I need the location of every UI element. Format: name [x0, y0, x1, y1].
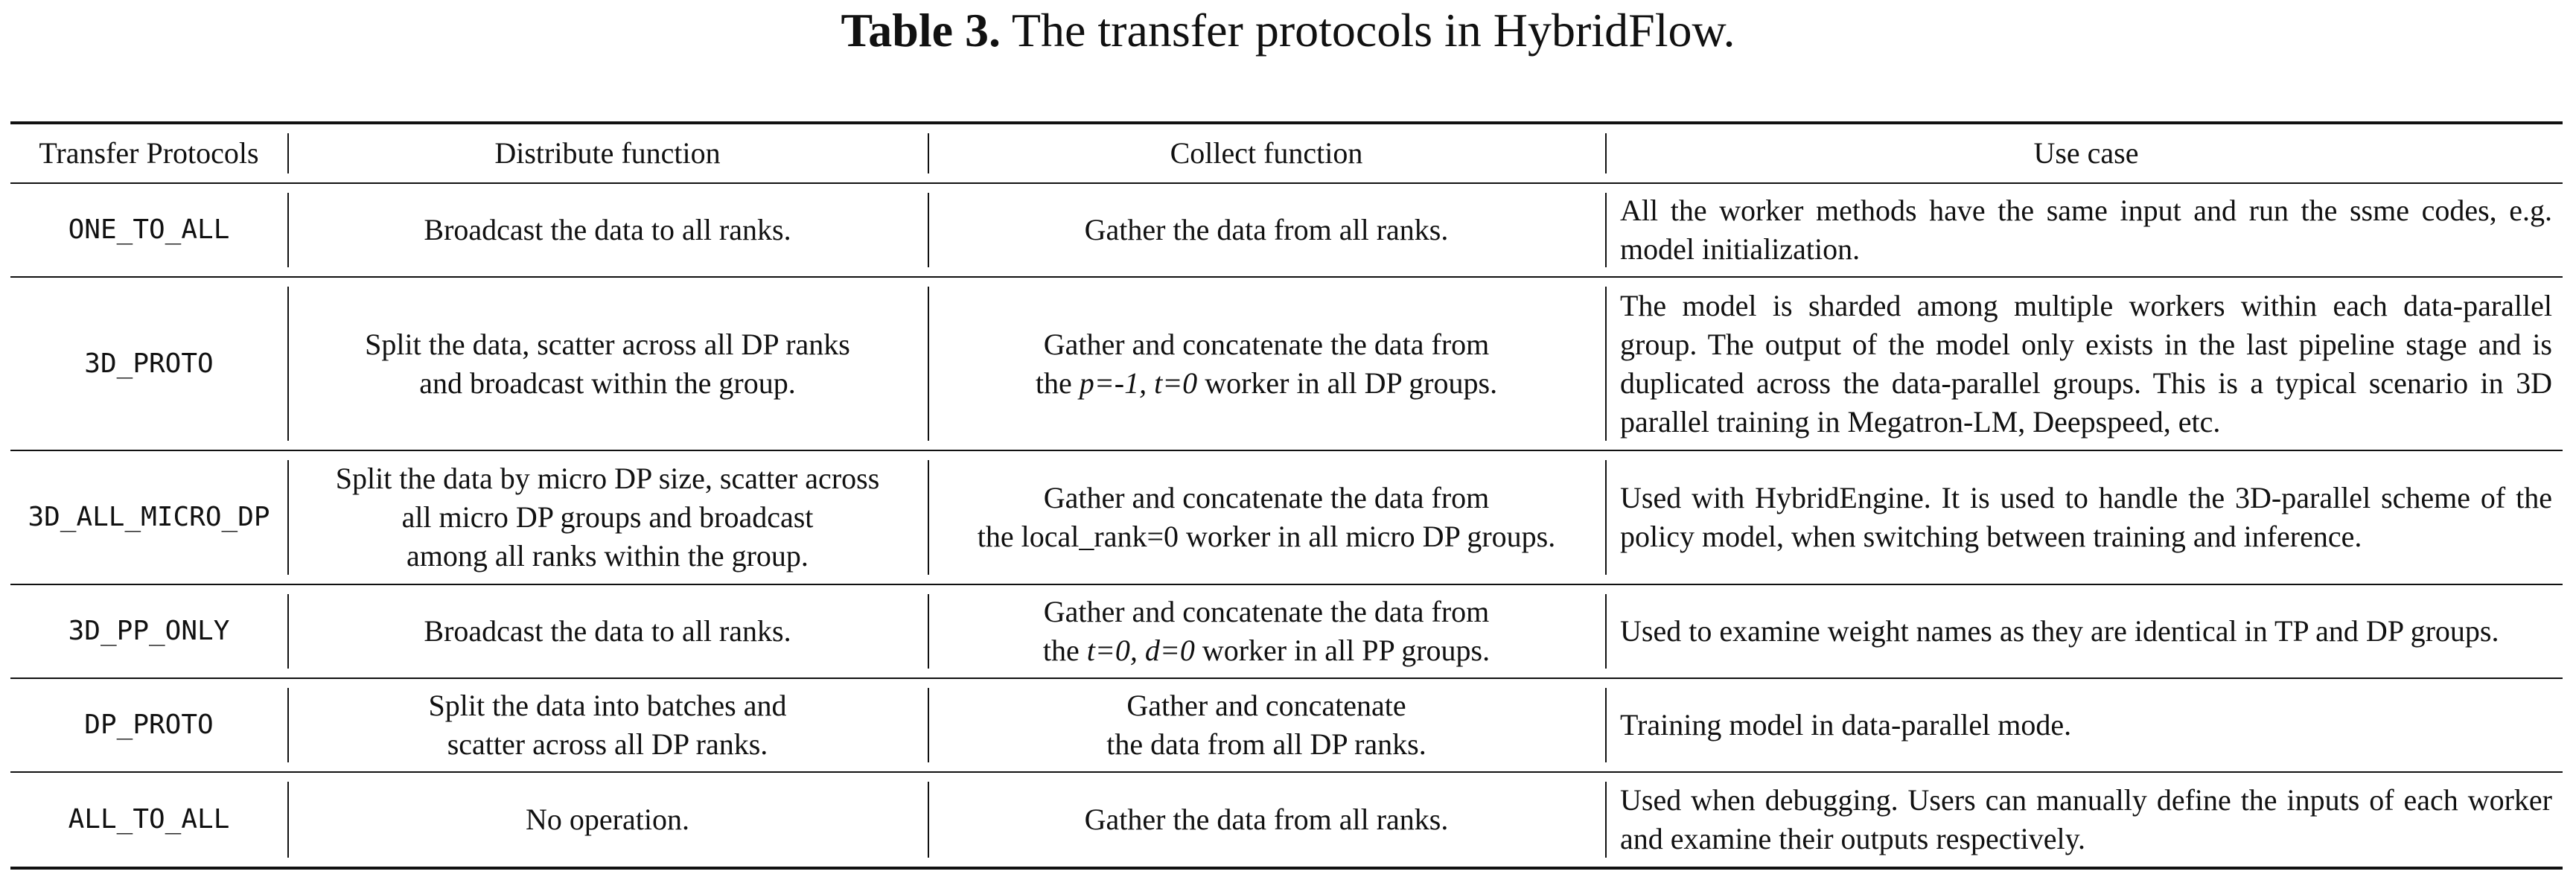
distribute-line: Split the data by micro DP size, scatter across	[335, 462, 880, 495]
distribute-line: Broadcast the data to all ranks.	[424, 213, 791, 246]
header-collect-function: Collect function	[928, 124, 1605, 182]
use-case-text: Used when debugging. Users can manually define the inputs of each worker and examine their outputs respectively.	[1620, 783, 2552, 855]
table-header-row	[10, 124, 2563, 184]
collect-text: worker in all DP groups.	[1205, 366, 1498, 400]
distribute-function-cell	[287, 451, 928, 584]
distribute-line: scatter across all DP ranks.	[447, 727, 768, 761]
collect-text: the	[1035, 366, 1072, 400]
collect-function-cell	[928, 451, 1605, 584]
collect-text: worker in all PP groups.	[1202, 634, 1491, 667]
collect-rank-italic: p=-1, t=0	[1079, 366, 1198, 400]
use-case-cell	[1605, 773, 2563, 867]
protocol-name: 3D_PROTO	[84, 348, 214, 379]
use-case-cell	[1605, 184, 2563, 276]
protocol-name: DP_PROTO	[84, 710, 214, 740]
use-case-text: The model is sharded among multiple workers within each data-parallel group. The output of the model only exists in the last pipeline stage and is duplicated across the data-parallel groups. This is a typical scenario in 3D parallel training in Megatron-LM, Deepspeed, etc.	[1620, 288, 2552, 439]
use-case-cell	[1605, 278, 2563, 450]
distribute-line: among all ranks within the group.	[407, 539, 809, 573]
distribute-line: No operation.	[526, 803, 689, 836]
collect-text: the	[1042, 634, 1080, 667]
protocol-name: 3D_ALL_MICRO_DP	[28, 502, 270, 532]
collect-line: the data from all DP ranks.	[1106, 727, 1426, 761]
transfer-protocols-table	[10, 121, 2563, 870]
table-row	[10, 451, 2563, 585]
use-case-cell	[1605, 451, 2563, 584]
protocol-name: ALL_TO_ALL	[68, 804, 230, 835]
use-case-cell	[1605, 679, 2563, 771]
table-caption-label: Table 3.	[841, 4, 1001, 57]
use-case-text: Used to examine weight names as they are identical in TP and DP groups.	[1620, 614, 2499, 648]
collect-line: Gather and concatenate the data from	[1043, 595, 1490, 628]
table-caption-text: The transfer protocols in HybridFlow.	[1011, 4, 1735, 57]
protocol-name: 3D_PP_ONLY	[68, 616, 230, 646]
collect-line: Gather and concatenate the data from	[1043, 327, 1490, 361]
distribute-line: Broadcast the data to all ranks.	[424, 614, 791, 648]
table-row	[10, 585, 2563, 679]
collect-line-mixed	[1043, 631, 1490, 670]
collect-function-cell	[928, 278, 1605, 450]
table-row	[10, 278, 2563, 451]
collect-function-cell	[928, 585, 1605, 677]
use-case-cell	[1605, 585, 2563, 677]
protocol-name: ONE_TO_ALL	[68, 214, 230, 245]
use-case-text: All the worker methods have the same input and run the ssme codes, e.g. model initialization.	[1620, 194, 2552, 266]
collect-line: Gather and concatenate	[1126, 689, 1406, 722]
collect-line: the local_rank=0 worker in all micro DP groups.	[977, 520, 1556, 553]
collect-function-cell	[928, 679, 1605, 771]
use-case-text: Used with HybridEngine. It is used to handle the 3D-parallel scheme of the policy model, when switching between training and inference.	[1620, 481, 2552, 553]
header-distribute-function: Distribute function	[287, 124, 928, 182]
distribute-function-cell	[287, 773, 928, 867]
header-use-case: Use case	[1605, 124, 2563, 182]
distribute-line: all micro DP groups and broadcast	[401, 500, 814, 534]
collect-line: Gather the data from all ranks.	[1084, 213, 1449, 246]
header-transfer-protocols: Transfer Protocols	[39, 136, 259, 170]
collect-rank-italic: t=0, d=0	[1086, 634, 1195, 667]
distribute-function-cell	[287, 184, 928, 276]
distribute-line: and broadcast within the group.	[419, 366, 796, 400]
distribute-function-cell	[287, 585, 928, 677]
collect-line: Gather the data from all ranks.	[1084, 803, 1449, 836]
distribute-function-cell	[287, 679, 928, 771]
collect-line-mixed	[1036, 364, 1497, 403]
distribute-function-cell	[287, 278, 928, 450]
distribute-line: Split the data, scatter across all DP ranks	[365, 327, 850, 361]
table-row	[10, 184, 2563, 278]
collect-function-cell	[928, 184, 1605, 276]
collect-line: Gather and concatenate the data from	[1043, 481, 1490, 514]
distribute-line: Split the data into batches and	[428, 689, 787, 722]
table-row	[10, 773, 2563, 867]
collect-function-cell	[928, 773, 1605, 867]
table-row	[10, 679, 2563, 773]
table-caption	[0, 0, 2576, 68]
use-case-text: Training model in data-parallel mode.	[1620, 708, 2072, 742]
